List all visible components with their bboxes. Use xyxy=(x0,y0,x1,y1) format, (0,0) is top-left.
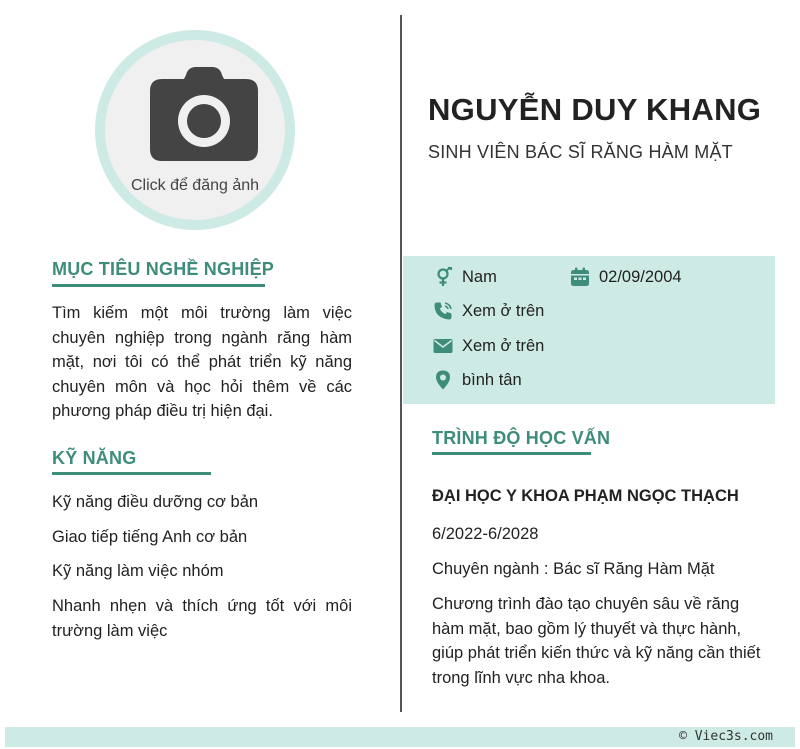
candidate-name: NGUYỄN DUY KHANG xyxy=(428,92,762,127)
education-period: 6/2022-6/2028 xyxy=(432,525,539,543)
footer-bar xyxy=(5,727,795,747)
location-pin-icon xyxy=(432,369,454,391)
address-value: bình tân xyxy=(462,370,522,389)
education-title: TRÌNH ĐỘ HỌC VẤN xyxy=(432,428,611,448)
footer-credit: © Viec3s.com xyxy=(679,729,773,744)
camera-icon xyxy=(150,65,258,161)
gender-icon xyxy=(432,266,454,288)
email-icon xyxy=(432,335,454,357)
calendar-icon xyxy=(569,266,591,288)
column-divider xyxy=(400,15,402,712)
skills-title: KỸ NĂNG xyxy=(52,448,137,468)
objective-title: MỤC TIÊU NGHỀ NGHIỆP xyxy=(52,259,275,279)
skills-underline xyxy=(52,472,211,475)
education-major: Chuyên ngành : Bác sĩ Răng Hàm Mặt xyxy=(432,560,715,578)
education-description: Chương trình đào tạo chuyên sâu về răng hàm mặt, bao gồm lý thuyết và thực hành, giúp phát triển kiến thức và kỹ năng cần thiết trong lĩnh vực nha khoa. xyxy=(432,595,761,687)
skill-item: Kỹ năng điều dưỡng cơ bản xyxy=(52,493,259,511)
skill-item: Kỹ năng làm việc nhóm xyxy=(52,562,224,580)
birthday-value: 02/09/2004 xyxy=(599,267,682,286)
candidate-role: SINH VIÊN BÁC SĨ RĂNG HÀM MẶT xyxy=(428,142,733,162)
contact-phone xyxy=(432,300,544,322)
contact-address xyxy=(432,369,522,391)
phone-icon xyxy=(432,300,454,322)
education-school: ĐẠI HỌC Y KHOA PHẠM NGỌC THẠCH xyxy=(432,487,739,505)
photo-caption[interactable]: Click để đăng ảnh xyxy=(130,177,260,194)
contact-gender xyxy=(432,266,497,288)
phone-value: Xem ở trên xyxy=(462,301,545,320)
contact-info-box xyxy=(403,256,775,404)
email-value: Xem ở trên xyxy=(462,336,545,355)
contact-email xyxy=(432,335,544,357)
objective-underline xyxy=(52,284,265,287)
education-underline xyxy=(432,452,591,455)
skill-item: Giao tiếp tiếng Anh cơ bản xyxy=(52,528,248,546)
objective-text: Tìm kiếm một môi trường làm việc chuyên nghiệp trong ngành răng hàm mặt, nơi tôi có thể phát triển kỹ năng chuyên môn và học hỏi thêm về các phương pháp điều trị hiện đại. xyxy=(52,304,352,420)
skill-item: Nhanh nhẹn và thích ứng tốt với môi trường làm việc xyxy=(52,597,352,640)
avatar-upload[interactable] xyxy=(95,30,295,230)
contact-birthday xyxy=(569,266,682,288)
avatar-placeholder[interactable] xyxy=(105,40,285,220)
gender-value: Nam xyxy=(462,267,497,286)
